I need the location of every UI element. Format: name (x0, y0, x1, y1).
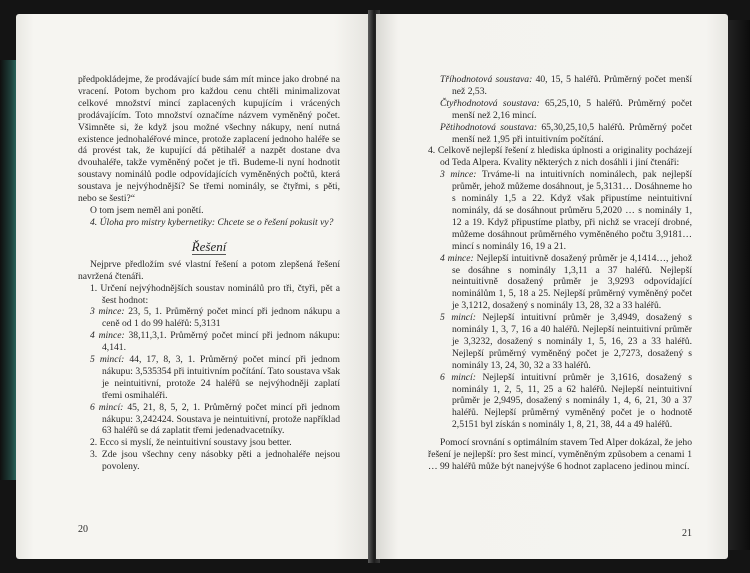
subitem-r5-text: Nejlepší intuitivní průměr je 3,4949, dosažený s nominály 1, 3, 7, 16 a 40 haléřů. Nejlepší neintuitivní průměr je 3,3232, dosažený s nominály 1, 5, 16, 23 a 33 haléřů. Nejlepší průměrný vyměněný počet je 2,7273, dosažený s nominály 13, 24, 30, 32 a 33 haléřů. (452, 312, 692, 371)
subitem-r5-label: 5 mincí: (440, 312, 476, 324)
list-item-3: 3. Zde jsou všechny ceny násobky pěti a jednohaléře nejsou povoleny. (90, 449, 340, 473)
list-item-1: 1. Určení nejvýhodnějších soustav nominálů pro tři, čtyři, pět a šest hodnot: (90, 282, 340, 306)
subitem-pet-label: Pětihodnotová soustava: (440, 121, 538, 133)
subitem-5-text: 44, 17, 8, 3, 1. Průměrný počet mincí při jednom nákupu: 3,535354 při intuitivním počítání. Tato soustava však je neintuitivní, protože 24 haléřů se nejvýhodněji zaplatí třemi osmihaléři. (102, 354, 340, 401)
solution-intro: Nejprve předložím své vlastní řešení a potom zlepšená řešení navržená čtenáři. (78, 258, 340, 282)
list-subitem-6 (78, 402, 340, 438)
list-subitem-5 (78, 354, 340, 402)
subitem-r4-text: Nejlepší intuitivně dosažený průměr je 4,1414…, jehož se dosáhne s nominály 1,3,11 a 37 haléřů. Nejlepší neintuitivně dosažený průměr je 3,9293 odpovídající nominálům 1, 5, 18 a 25. Nejlepší průměrný vyměněný počet je 3,1212, dosažený s nominály 13, 28, 32 a 33 haléřů. (452, 252, 692, 312)
subitem-3-label: 3 mince: (90, 306, 125, 318)
list-subitem-r6 (428, 372, 692, 432)
left-page-text (78, 74, 340, 473)
subitem-pet-text: 65,30,25,10,5 haléřů. Průměrný počet menší než 1,95 při intuitivním počítání. (452, 121, 692, 145)
subitem-r6-text: Nejlepší intuitivní průměr je 3,1616, dosažený s nominály 1, 2, 5, 11, 25 a 62 haléřů. Nejlepší neintuitivní průměr je 2,9495, dosažený s nominály 1, 4, 6, 21, 30 a 37 haléřů. Nejlepší průměrný vyměněný počet je o hodnotě 2,5151 byl získán s nominály 1, 8, 21, 38, 44 a 49 haléřů. (452, 371, 692, 431)
subitem-ctyr-text: 65,25,10, 5 haléřů. Průměrný počet menší než 2,16 mincí. (452, 97, 692, 121)
subitem-6-text: 45, 21, 8, 5, 2, 1. Průměrný počet mincí při jednom nákupu: 3,242424. Soustava je neintuitivní, protože například 63 haléřů se dá zaplatit třemi jedenadvacetníky. (102, 401, 340, 437)
subitem-r6-label: 6 mincí: (440, 371, 476, 383)
subitem-tri-text: 40, 15, 5 haléřů. Průměrný počet menší než 2,53. (452, 74, 692, 97)
subitem-tri-label: Tříhodnotová soustava: (440, 74, 533, 85)
list-subitem-ctyr (428, 98, 692, 122)
right-page-text (428, 74, 692, 473)
task-line: 4. Úloha pro mistry kybernetiky: Chcete se o řešení pokusit vy? (90, 216, 334, 228)
list-subitem-tri (428, 74, 692, 98)
remark-line: O tom jsem neměl ani ponětí. (90, 204, 204, 216)
page-number-right: 21 (682, 528, 692, 539)
subitem-4-text: 38,11,3,1. Průměrný počet mincí při jednom nákupu: 4,141. (102, 330, 340, 354)
closing-paragraph: Pomocí srovnání s optimálním stavem Ted Alper dokázal, že jeho řešení je nejlepší: pro šest mincí, vyměněným způsobem a cenami 1 … 99 haléřů může být nanejvýše 6 hodnot zaplaceno jedinou mincí. (428, 437, 692, 472)
page-number-left: 20 (78, 524, 88, 535)
section-heading-text: Řešení (191, 238, 227, 254)
list-item-2: 2. Ecco si myslí, že neintuitivní soustavy jsou better. (90, 437, 292, 449)
left-page (16, 14, 372, 559)
list-subitem-pet (428, 122, 692, 146)
list-subitem-4 (78, 330, 340, 354)
subitem-3-text: 23, 5, 1. Průměrný počet mincí při jednom nákupu a ceně od 1 do 99 haléřů: 5,3131 (102, 306, 340, 330)
list-item-4: 4. Celkově nejlepší řešení z hlediska úplnosti a originality pocházejí od Teda Alpera. Kvality některých z nich dosáhli i jiní čtenáři: (428, 145, 692, 169)
subitem-6-label: 6 mincí: (90, 401, 124, 413)
list-subitem-r5 (428, 312, 692, 372)
right-page (376, 14, 728, 559)
section-heading (78, 239, 340, 255)
list-subitem-r4 (428, 253, 692, 313)
book-cover-edge-right (728, 20, 750, 550)
subitem-5-label: 5 mincí: (90, 354, 125, 366)
subitem-4-label: 4 mince: (90, 330, 125, 342)
list-subitem-3 (78, 306, 340, 330)
subitem-r3-label: 3 mince: (440, 169, 477, 181)
subitem-r4-label: 4 mince: (440, 252, 474, 264)
list-subitem-r3 (428, 169, 692, 252)
intro-paragraph: předpokládejme, že prodávající bude sám mít mince jako drobné na vracení. Potom bychom pro každou cenu chtěli minimalizovat celkové množství mincí zaplacených kupujícím i vrácených prodávajícím. Toto množství označíme názvem vyměněný počet. Všimněte si, že když jsou možné všechny nákupy, není nutná existence jednohaléřové mince, protože zaplacení jednoho haléře se dá provést tak, že kupující dá pětihaléř a nazpět dostane dva dvouhaléře, takže vyměněný počet je tři. Budeme-li nyní hodnotit soustavy nominálů podle odpovídajících vyměněných počtů, která soustava je nejvýhodnější? Se třemi nominály, se čtyřmi, s pěti, nebo se šesti?“ (78, 74, 340, 205)
subitem-r3-text: Trváme-li na intuitivních nominálech, pak nejlepší průměr, jehož můžeme dosáhnout, je 5,3131… Dosáhneme ho s nominály 1,5 a 22. Když však připustíme neintuitivní nominály, dá se dosáhnout průměru 5,2020 … s nominály 1, 12 a 19. Když připustíme platby, při nichž se vracejí drobné, můžeme dosáhnout průměrného vyměněného počtu 3,9181… mincí s nominály 16, 19 a 21. (452, 169, 692, 252)
subitem-ctyr-label: Čtyřhodnotová soustava: (440, 97, 540, 109)
